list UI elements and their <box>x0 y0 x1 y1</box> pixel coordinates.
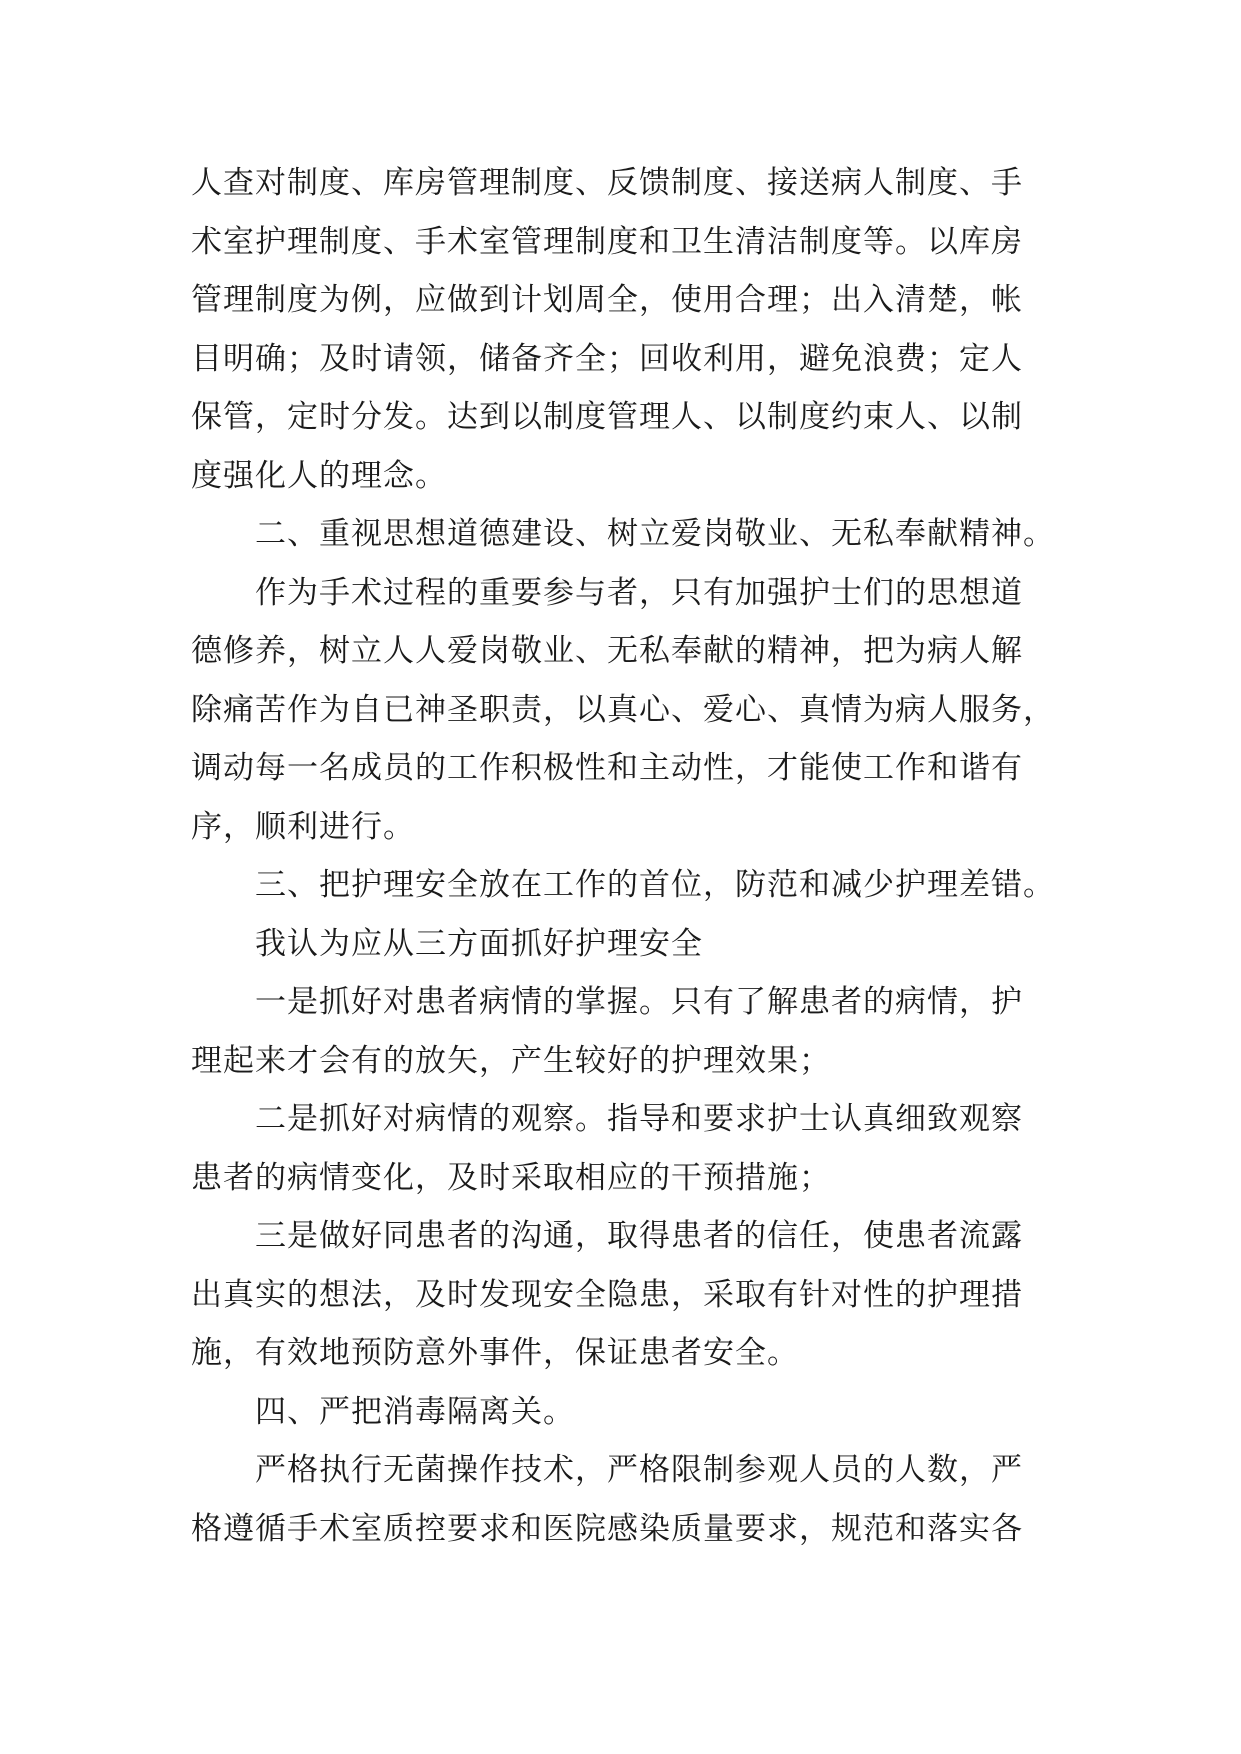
text-line: 度强化人的理念。 <box>191 457 447 494</box>
text-line: 出真实的想法，及时发现安全隐患，采取有针对性的护理措 <box>191 1276 1023 1313</box>
text-line: 调动每一名成员的工作积极性和主动性，才能使工作和谐有 <box>191 750 1023 786</box>
text-line: 一是抓好对患者病情的掌握。只有了解患者的病情，护 <box>255 984 1023 1020</box>
text-line: 除痛苦作为自已神圣职责，以真心、爱心、真情为病人服务， <box>191 691 1055 728</box>
text-line: 理起来才会有的放矢，产生较好的护理效果； <box>191 1042 831 1079</box>
text-line: 二是抓好对病情的观察。指导和要求护士认真细致观察 <box>255 1101 1023 1137</box>
text-line: 严格执行无菌操作技术，严格限制参观人员的人数，严 <box>255 1452 1023 1488</box>
text-line: 患者的病情变化，及时采取相应的干预措施； <box>191 1159 831 1196</box>
section-heading: 三、把护理安全放在工作的首位，防范和减少护理差错。 <box>255 867 1055 903</box>
text-line: 术室护理制度、手术室管理制度和卫生清洁制度等。以库房 <box>191 223 1023 260</box>
text-line: 目明确；及时请领，储备齐全；回收利用，避免浪费；定人 <box>191 340 1023 377</box>
document-body <box>191 154 1056 1558</box>
text-line: 三是做好同患者的沟通，取得患者的信任，使患者流露 <box>255 1218 1023 1254</box>
section-heading: 四、严把消毒隔离关。 <box>255 1393 575 1430</box>
text-line: 管理制度为例，应做到计划周全，使用合理；出入清楚，帐 <box>191 282 1023 318</box>
text-line: 德修养，树立人人爱岗敬业、无私奉献的精神，把为病人解 <box>191 633 1023 669</box>
section-heading: 二、重视思想道德建设、树立爱岗敬业、无私奉献精神。 <box>255 516 1055 552</box>
text-line: 保管，定时分发。达到以制度管理人、以制度约束人、以制 <box>191 399 1023 435</box>
text-line: 我认为应从三方面抓好护理安全 <box>255 925 703 962</box>
text-line: 人查对制度、库房管理制度、反馈制度、接送病人制度、手 <box>191 165 1023 201</box>
text-line: 格遵循手术室质控要求和医院感染质量要求，规范和落实各 <box>191 1510 1023 1547</box>
text-line: 施，有效地预防意外事件，保证患者安全。 <box>191 1335 799 1371</box>
text-line: 序，顺利进行。 <box>191 808 415 845</box>
text-line: 作为手术过程的重要参与者，只有加强护士们的思想道 <box>255 574 1023 611</box>
